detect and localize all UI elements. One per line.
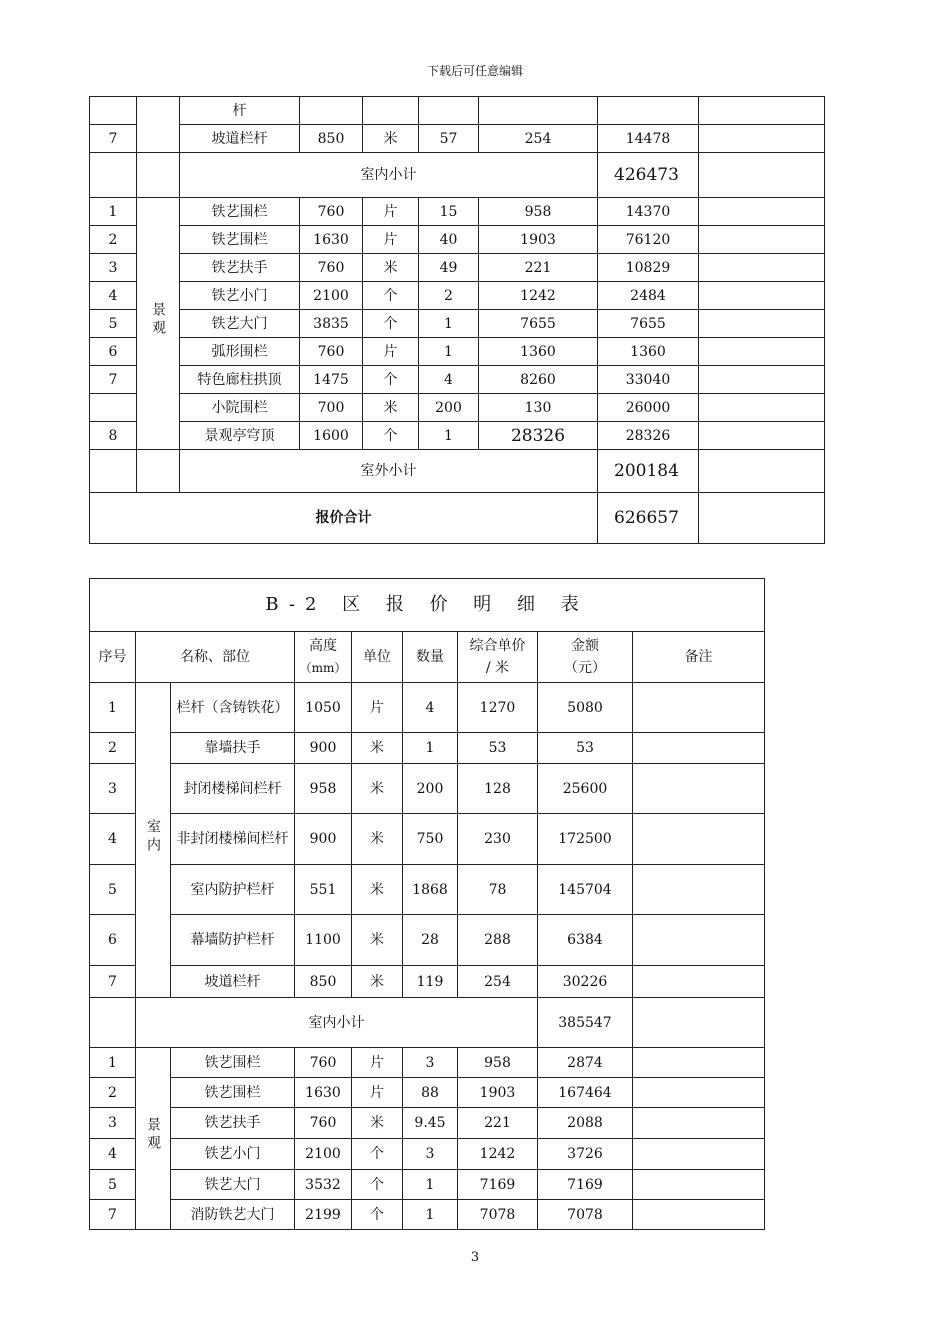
table-row: [90, 226, 825, 254]
table-row: [90, 1200, 765, 1230]
item-unit: 米: [352, 865, 403, 915]
row-number: 2: [90, 226, 137, 254]
group-label: 景观: [137, 198, 180, 450]
page-header-note: 下载后可任意编辑: [426, 64, 523, 78]
item-amount: 30226: [538, 966, 633, 998]
row-number: 7: [90, 966, 136, 998]
item-unit: 片: [352, 683, 403, 733]
row-number: 7: [90, 125, 137, 153]
item-qty: 200: [419, 394, 479, 422]
row-number: 3: [90, 1108, 136, 1139]
item-height: 760: [295, 1048, 352, 1078]
item-qty: 1: [403, 733, 458, 764]
row-number: 2: [90, 733, 136, 764]
item-unit: 片: [363, 226, 419, 254]
table-row: [90, 198, 825, 226]
item-unit: 片: [352, 1078, 403, 1108]
item-height: 551: [295, 865, 352, 915]
subtotal-amount: 200184: [598, 450, 699, 493]
item-qty: 750: [403, 814, 458, 865]
item-name: 坡道栏杆: [180, 125, 300, 153]
item-height: 1100: [295, 915, 352, 966]
item-amount: 3726: [538, 1139, 633, 1170]
item-qty: 49: [419, 254, 479, 282]
item-qty: 1: [419, 422, 479, 450]
item-name: 封闭楼梯间栏杆: [171, 764, 295, 814]
item-price: 288: [458, 915, 538, 966]
table-row: [90, 733, 765, 764]
quote-table-continued: [89, 96, 825, 544]
item-name: 铁艺围栏: [180, 226, 300, 254]
item-price: 128: [458, 764, 538, 814]
item-amount: 25600: [538, 764, 633, 814]
table-row: [90, 1048, 765, 1078]
header-name: 名称、部位: [136, 632, 295, 683]
table-row: [90, 865, 765, 915]
item-price: 53: [458, 733, 538, 764]
item-amount: 14370: [598, 198, 699, 226]
item-unit: 米: [352, 1108, 403, 1139]
table-row: [90, 310, 825, 338]
item-price: 958: [479, 198, 598, 226]
item-unit: 米: [363, 394, 419, 422]
header-height: 高度 （mm）: [295, 632, 352, 683]
row-number: 4: [90, 814, 136, 865]
table-row: [90, 1139, 765, 1170]
item-height: 760: [300, 338, 363, 366]
item-name: 室内防护栏杆: [171, 865, 295, 915]
item-price: 1270: [458, 683, 538, 733]
item-price: 78: [458, 865, 538, 915]
item-amount: 26000: [598, 394, 699, 422]
header-qty: 数量: [403, 632, 458, 683]
row-number: 5: [90, 310, 137, 338]
item-height: 760: [295, 1108, 352, 1139]
item-height: 850: [295, 966, 352, 998]
item-qty: 1: [403, 1170, 458, 1200]
item-amount: 76120: [598, 226, 699, 254]
item-amount: 5080: [538, 683, 633, 733]
item-height: 900: [295, 814, 352, 865]
item-amount: 33040: [598, 366, 699, 394]
table-row: [90, 683, 765, 733]
header-row: [90, 632, 765, 683]
item-unit: 片: [352, 1048, 403, 1078]
item-name: 特色廊柱拱顶: [180, 366, 300, 394]
table-row: [90, 966, 765, 998]
item-name: 栏杆（含铸铁花）: [171, 683, 295, 733]
item-qty: 9.45: [403, 1108, 458, 1139]
item-height: 700: [300, 394, 363, 422]
item-name: 铁艺围栏: [171, 1048, 295, 1078]
item-height: 1475: [300, 366, 363, 394]
item-amount: 53: [538, 733, 633, 764]
page-number: 3: [470, 1250, 480, 1265]
table-row: [90, 814, 765, 865]
item-amount: 2484: [598, 282, 699, 310]
item-height: 2199: [295, 1200, 352, 1230]
table-row: [90, 1170, 765, 1200]
row-number: 1: [90, 198, 137, 226]
item-name: 幕墙防护栏杆: [171, 915, 295, 966]
header-note: 备注: [633, 632, 765, 683]
table-row: [90, 254, 825, 282]
item-price: 221: [458, 1108, 538, 1139]
item-amount: 7078: [538, 1200, 633, 1230]
item-price: 221: [479, 254, 598, 282]
item-price: 958: [458, 1048, 538, 1078]
row-number: 2: [90, 1078, 136, 1108]
item-height: 2100: [300, 282, 363, 310]
item-name: 铁艺大门: [171, 1170, 295, 1200]
item-qty: 1: [403, 1200, 458, 1230]
subtotal-label: 室内小计: [136, 998, 538, 1048]
item-qty: 119: [403, 966, 458, 998]
table-row: [90, 282, 825, 310]
item-height: 3532: [295, 1170, 352, 1200]
item-qty: 1: [419, 338, 479, 366]
item-qty: 3: [403, 1048, 458, 1078]
table-row: [90, 394, 825, 422]
item-price: 1242: [458, 1139, 538, 1170]
group-label: 景观: [136, 1048, 171, 1230]
item-amount: 167464: [538, 1078, 633, 1108]
item-unit: 片: [363, 338, 419, 366]
header-no: 序号: [90, 632, 136, 683]
row-number: 6: [90, 915, 136, 966]
item-height: 3835: [300, 310, 363, 338]
item-qty: 40: [419, 226, 479, 254]
item-amount: 10829: [598, 254, 699, 282]
item-price: 254: [479, 125, 598, 153]
item-amount: 2874: [538, 1048, 633, 1078]
item-name: 杆: [180, 97, 300, 125]
item-name: 坡道栏杆: [171, 966, 295, 998]
item-price: 7655: [479, 310, 598, 338]
table-row: [90, 915, 765, 966]
row-number: 3: [90, 254, 137, 282]
item-price: 230: [458, 814, 538, 865]
table-row: [90, 97, 825, 125]
item-height: 1600: [300, 422, 363, 450]
subtotal-row: [90, 153, 825, 198]
row-number: 4: [90, 1139, 136, 1170]
subtotal-label: 室内小计: [180, 153, 598, 198]
grand-total-amount: 626657: [598, 493, 699, 544]
item-name: 景观亭穹顶: [180, 422, 300, 450]
grand-total-row: [90, 493, 825, 544]
item-height: 1630: [300, 226, 363, 254]
item-name: 消防铁艺大门: [171, 1200, 295, 1230]
item-amount: 2088: [538, 1108, 633, 1139]
item-qty: 88: [403, 1078, 458, 1108]
item-name: 小院围栏: [180, 394, 300, 422]
item-amount: 145704: [538, 865, 633, 915]
table-title: B-2 区 报 价 明 细 表: [90, 579, 765, 632]
item-price: 7078: [458, 1200, 538, 1230]
row-number: 5: [90, 865, 136, 915]
item-height: 900: [295, 733, 352, 764]
item-height: 850: [300, 125, 363, 153]
item-name: 非封闭楼梯间栏杆: [171, 814, 295, 865]
item-amount: 1360: [598, 338, 699, 366]
item-unit: 米: [363, 125, 419, 153]
item-amount: 6384: [538, 915, 633, 966]
subtotal-amount: 426473: [598, 153, 699, 198]
item-qty: 2: [419, 282, 479, 310]
item-height: 760: [300, 198, 363, 226]
subtotal-row: [90, 450, 825, 493]
item-height: 1630: [295, 1078, 352, 1108]
item-unit: 米: [352, 733, 403, 764]
item-unit: 米: [352, 966, 403, 998]
item-qty: 1: [419, 310, 479, 338]
item-qty: 3: [403, 1139, 458, 1170]
item-price: 1903: [458, 1078, 538, 1108]
item-height: 2100: [295, 1139, 352, 1170]
item-height: 958: [295, 764, 352, 814]
table-row: [90, 1078, 765, 1108]
subtotal-label: 室外小计: [180, 450, 598, 493]
item-qty: 1868: [403, 865, 458, 915]
item-unit: 个: [352, 1139, 403, 1170]
table-row: [90, 764, 765, 814]
item-unit: 米: [352, 764, 403, 814]
row-number: [90, 394, 137, 422]
item-name: 铁艺围栏: [180, 198, 300, 226]
table-row: [90, 125, 825, 153]
item-price: 1903: [479, 226, 598, 254]
item-amount: 172500: [538, 814, 633, 865]
row-number: 7: [90, 366, 137, 394]
item-unit: 片: [363, 198, 419, 226]
group-label: 室内: [136, 683, 171, 998]
row-number: 7: [90, 1200, 136, 1230]
item-price: 7169: [458, 1170, 538, 1200]
header-price: 综合单价 / 米: [458, 632, 538, 683]
item-name: 铁艺扶手: [180, 254, 300, 282]
item-qty: 15: [419, 198, 479, 226]
header-amount: 金额 （元）: [538, 632, 633, 683]
table-row: [90, 338, 825, 366]
item-price: 28326: [479, 422, 598, 450]
row-number: 8: [90, 422, 137, 450]
item-price: 130: [479, 394, 598, 422]
item-price: 1360: [479, 338, 598, 366]
item-amount: 7655: [598, 310, 699, 338]
item-qty: 200: [403, 764, 458, 814]
row-number: 3: [90, 764, 136, 814]
row-number: 1: [90, 683, 136, 733]
quote-table-b2: [89, 578, 765, 1230]
item-name: 铁艺小门: [180, 282, 300, 310]
item-qty: 4: [403, 683, 458, 733]
item-amount: 14478: [598, 125, 699, 153]
row-number: 5: [90, 1170, 136, 1200]
row-number: 4: [90, 282, 137, 310]
row-number: 6: [90, 338, 137, 366]
item-name: 铁艺大门: [180, 310, 300, 338]
header-unit: 单位: [352, 632, 403, 683]
item-qty: 57: [419, 125, 479, 153]
item-height: 1050: [295, 683, 352, 733]
item-unit: 个: [352, 1200, 403, 1230]
item-unit: 个: [352, 1170, 403, 1200]
row-number: 1: [90, 1048, 136, 1078]
subtotal-amount: 385547: [538, 998, 633, 1048]
item-unit: 个: [363, 366, 419, 394]
item-amount: 7169: [538, 1170, 633, 1200]
item-unit: 米: [352, 915, 403, 966]
item-amount: 28326: [598, 422, 699, 450]
item-name: 铁艺小门: [171, 1139, 295, 1170]
item-unit: 个: [363, 282, 419, 310]
grand-total-label: 报价合计: [90, 493, 598, 544]
item-name: 靠墙扶手: [171, 733, 295, 764]
item-unit: 个: [363, 310, 419, 338]
item-price: 1242: [479, 282, 598, 310]
item-unit: 个: [363, 422, 419, 450]
table-row: [90, 1108, 765, 1139]
item-unit: 米: [352, 814, 403, 865]
item-name: 弧形围栏: [180, 338, 300, 366]
item-qty: 28: [403, 915, 458, 966]
item-price: 8260: [479, 366, 598, 394]
subtotal-row: [90, 998, 765, 1048]
item-height: 760: [300, 254, 363, 282]
item-unit: 米: [363, 254, 419, 282]
item-name: 铁艺围栏: [171, 1078, 295, 1108]
item-price: 254: [458, 966, 538, 998]
item-qty: 4: [419, 366, 479, 394]
table-row: [90, 422, 825, 450]
table-row: [90, 366, 825, 394]
item-name: 铁艺扶手: [171, 1108, 295, 1139]
